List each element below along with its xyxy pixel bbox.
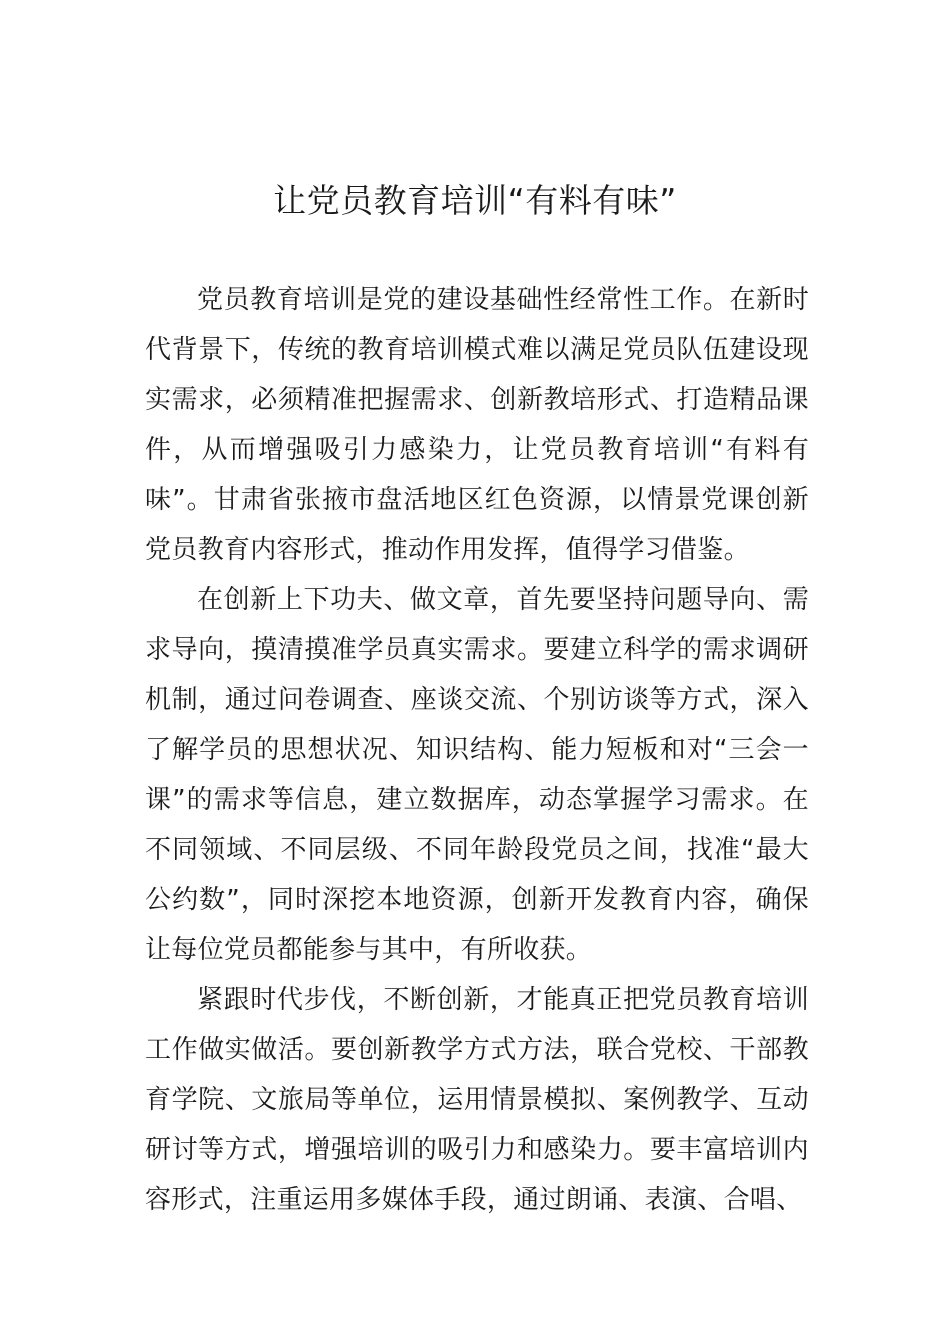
document-body (145, 275, 809, 1225)
paragraph-1: 党员教育培训是党的建设基础性经常性工作。在新时代背景下，传统的教育培训模式难以满足党员队伍建设现实需求，必须精准把握需求、创新教培形式、打造精品课件，从而增强吸引力感染力，让党员教育培训“有料有味”。甘肃省张掖市盘活地区红色资源，以情景党课创新党员教育内容形式，推动作用发挥，值得学习借鉴。 (145, 285, 809, 565)
paragraph-2: 在创新上下功夫、做文章，首先要坚持问题导向、需求导向，摸清摸准学员真实需求。要建立科学的需求调研机制，通过问卷调查、座谈交流、个别访谈等方式，深入了解学员的思想状况、知识结构、能力短板和对“三会一课”的需求等信息，建立数据库，动态掌握学习需求。在不同领域、不同层级、不同年龄段党员之间，找准“最大公约数”，同时深挖本地资源，创新开发教育内容，确保让每位党员都能参与其中，有所收获。 (145, 585, 809, 965)
document-title: 让党员教育培训“有料有味” (273, 181, 677, 220)
paragraph-3: 紧跟时代步伐，不断创新，才能真正把党员教育培训工作做实做活。要创新教学方式方法，联合党校、干部教育学院、文旅局等单位，运用情景模拟、案例教学、互动研讨等方式，增强培训的吸引力和感染力。要丰富培训内容形式，注重运用多媒体手段，通过朗诵、表演、合唱、 (145, 985, 809, 1215)
